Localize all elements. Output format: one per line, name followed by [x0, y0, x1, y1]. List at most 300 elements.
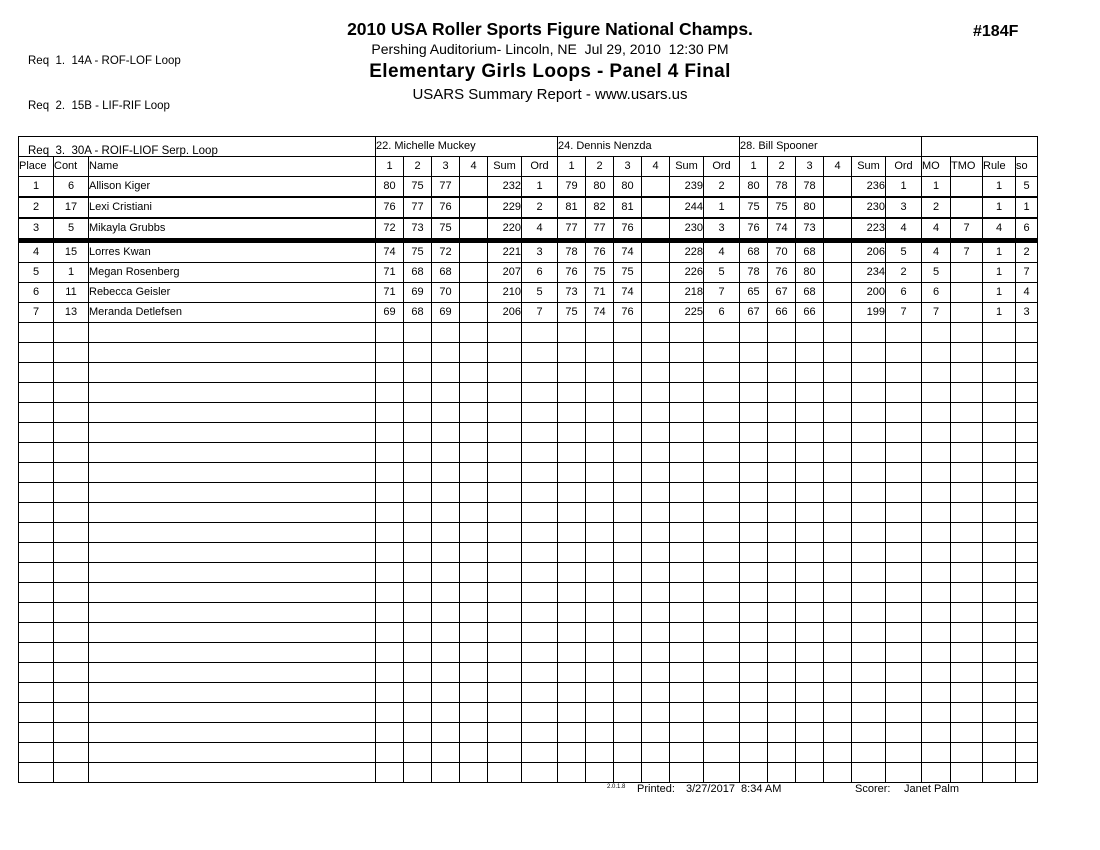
mo-cell	[922, 643, 951, 663]
name-cell	[89, 743, 376, 763]
cont-cell	[54, 423, 89, 443]
place-cell	[19, 703, 54, 723]
score-cell	[432, 643, 460, 663]
score-cell	[768, 663, 796, 683]
score-cell: 80	[796, 197, 824, 218]
rule-cell: 1	[983, 241, 1016, 263]
tmo-cell	[951, 743, 983, 763]
mo-cell	[922, 363, 951, 383]
score-cell	[586, 603, 614, 623]
score-cell	[404, 343, 432, 363]
sum-cell	[852, 523, 886, 543]
sum-cell	[670, 463, 704, 483]
score-cell	[432, 723, 460, 743]
venue-date-line: Pershing Auditorium- Lincoln, NE Jul 29, 2010 12:30 PM	[371, 41, 729, 57]
sum-cell: 230	[670, 218, 704, 241]
ord-cell: 5	[704, 263, 740, 283]
score-cell: 66	[768, 303, 796, 323]
sum-cell: 207	[488, 263, 522, 283]
sum-cell	[670, 583, 704, 603]
tmo-cell	[951, 443, 983, 463]
score-cell	[586, 363, 614, 383]
sum-cell	[488, 403, 522, 423]
score-cell: 65	[740, 283, 768, 303]
so-cell: 3	[1016, 303, 1038, 323]
score-cell	[460, 563, 488, 583]
judge-name-2: 24. Dennis Nenzda	[558, 137, 740, 157]
score-cell	[376, 403, 404, 423]
rule-cell	[983, 543, 1016, 563]
report-type-line: USARS Summary Report - www.usars.us	[412, 86, 688, 103]
score-cell	[558, 443, 586, 463]
sum-cell	[488, 323, 522, 343]
score-cell	[642, 197, 670, 218]
score-cell	[376, 703, 404, 723]
rule-cell: 1	[983, 197, 1016, 218]
score-cell: 75	[614, 263, 642, 283]
event-title: Elementary Girls Loops - Panel 4 Final	[369, 61, 731, 82]
score-cell: 67	[740, 303, 768, 323]
score-cell	[768, 463, 796, 483]
mo-cell	[922, 763, 951, 783]
tmo-cell: 7	[951, 218, 983, 241]
sum-cell	[488, 463, 522, 483]
score-cell	[558, 403, 586, 423]
score-cell: 78	[768, 177, 796, 198]
ord-cell: 2	[704, 177, 740, 198]
score-cell	[404, 603, 432, 623]
score-cell	[460, 663, 488, 683]
score-cell	[558, 383, 586, 403]
rule-cell	[983, 503, 1016, 523]
score-cell	[460, 623, 488, 643]
score-cell	[432, 403, 460, 423]
score-cell	[642, 543, 670, 563]
score-cell	[460, 543, 488, 563]
ord-cell	[522, 343, 558, 363]
result-row	[19, 218, 1038, 241]
score-cell	[558, 743, 586, 763]
sum-cell	[670, 563, 704, 583]
score-cell	[642, 218, 670, 241]
ord-cell	[886, 683, 922, 703]
score-cell	[614, 323, 642, 343]
score-cell	[376, 383, 404, 403]
ord-cell	[886, 423, 922, 443]
score-cell	[796, 583, 824, 603]
col-header-place: Place	[19, 157, 54, 177]
sum-cell: 230	[852, 197, 886, 218]
result-row	[19, 283, 1038, 303]
score-cell	[824, 683, 852, 703]
sum-cell	[852, 663, 886, 683]
rule-cell	[983, 643, 1016, 663]
score-cell	[796, 443, 824, 463]
name-cell: Rebecca Geisler	[89, 283, 376, 303]
score-cell	[614, 423, 642, 443]
name-cell	[89, 363, 376, 383]
score-cell	[376, 363, 404, 383]
empty-row	[19, 623, 1038, 643]
score-cell	[376, 763, 404, 783]
ord-cell	[704, 383, 740, 403]
score-cell	[404, 503, 432, 523]
score-cell	[460, 197, 488, 218]
tmo-cell	[951, 403, 983, 423]
ord-cell: 1	[704, 197, 740, 218]
place-cell	[19, 323, 54, 343]
score-cell	[460, 383, 488, 403]
sum-cell: 206	[852, 241, 886, 263]
place-cell: 6	[19, 283, 54, 303]
tmo-cell	[951, 563, 983, 583]
mo-cell	[922, 663, 951, 683]
sum-cell	[488, 643, 522, 663]
cont-cell	[54, 443, 89, 463]
ord-cell	[522, 523, 558, 543]
score-cell	[404, 463, 432, 483]
score-cell	[614, 503, 642, 523]
place-cell	[19, 583, 54, 603]
mo-cell	[922, 683, 951, 703]
score-cell	[404, 483, 432, 503]
sum-cell	[670, 663, 704, 683]
so-cell: 5	[1016, 177, 1038, 198]
ord-cell: 5	[522, 283, 558, 303]
name-cell: Allison Kiger	[89, 177, 376, 198]
score-cell: 68	[740, 241, 768, 263]
ord-cell: 5	[886, 241, 922, 263]
col-header-judge3-ord: Ord	[886, 157, 922, 177]
ord-cell	[886, 763, 922, 783]
place-cell	[19, 483, 54, 503]
sum-cell	[852, 403, 886, 423]
rule-cell	[983, 483, 1016, 503]
mo-cell	[922, 343, 951, 363]
ord-cell: 7	[704, 283, 740, 303]
sum-cell: 199	[852, 303, 886, 323]
sum-cell	[488, 703, 522, 723]
ord-cell	[522, 703, 558, 723]
score-cell: 80	[376, 177, 404, 198]
judge-name-1: 22. Michelle Muckey	[376, 137, 558, 157]
mo-cell	[922, 523, 951, 543]
score-cell	[740, 483, 768, 503]
ord-cell	[704, 463, 740, 483]
score-cell	[614, 743, 642, 763]
score-cell: 73	[796, 218, 824, 241]
score-cell	[824, 523, 852, 543]
score-cell: 76	[376, 197, 404, 218]
rule-cell: 1	[983, 177, 1016, 198]
ord-cell	[704, 563, 740, 583]
result-row	[19, 177, 1038, 198]
rule-cell: 1	[983, 303, 1016, 323]
sum-cell	[852, 723, 886, 743]
cont-cell: 11	[54, 283, 89, 303]
score-cell	[642, 643, 670, 663]
score-cell	[768, 623, 796, 643]
ord-cell	[522, 643, 558, 663]
score-cell	[796, 743, 824, 763]
score-cell	[586, 703, 614, 723]
cont-cell	[54, 403, 89, 423]
empty-row	[19, 703, 1038, 723]
judge-row-spacer-left	[19, 137, 376, 157]
score-cell	[768, 543, 796, 563]
empty-row	[19, 643, 1038, 663]
col-header-judge3-sum: Sum	[852, 157, 886, 177]
place-cell	[19, 403, 54, 423]
score-cell	[642, 503, 670, 523]
score-cell	[404, 523, 432, 543]
so-cell	[1016, 483, 1038, 503]
score-cell	[586, 503, 614, 523]
score-cell	[460, 743, 488, 763]
ord-cell	[522, 543, 558, 563]
empty-row	[19, 723, 1038, 743]
score-cell	[796, 763, 824, 783]
so-cell	[1016, 663, 1038, 683]
tmo-cell	[951, 723, 983, 743]
rule-cell	[983, 383, 1016, 403]
mo-cell	[922, 483, 951, 503]
score-cell	[796, 383, 824, 403]
score-cell	[614, 543, 642, 563]
score-cell	[824, 263, 852, 283]
empty-row	[19, 323, 1038, 343]
col-header-judge1-2: 2	[404, 157, 432, 177]
score-cell	[460, 643, 488, 663]
ord-cell: 3	[704, 218, 740, 241]
ord-cell	[704, 623, 740, 643]
score-cell	[432, 343, 460, 363]
score-cell	[796, 563, 824, 583]
score-cell	[796, 483, 824, 503]
place-cell: 2	[19, 197, 54, 218]
sum-cell	[852, 483, 886, 503]
score-cell	[586, 623, 614, 643]
score-cell	[432, 763, 460, 783]
ord-cell: 4	[886, 218, 922, 241]
score-cell	[740, 623, 768, 643]
score-cell	[740, 663, 768, 683]
championship-title: 2010 USA Roller Sports Figure National Champs.	[347, 19, 753, 39]
empty-row	[19, 483, 1038, 503]
score-cell	[642, 463, 670, 483]
ord-cell: 1	[886, 177, 922, 198]
score-cell	[824, 543, 852, 563]
score-cell	[768, 603, 796, 623]
ord-cell	[704, 523, 740, 543]
score-cell	[586, 323, 614, 343]
sum-cell: 239	[670, 177, 704, 198]
sum-cell	[852, 463, 886, 483]
score-cell	[740, 703, 768, 723]
name-cell	[89, 563, 376, 583]
score-cell	[404, 643, 432, 663]
score-cell	[768, 523, 796, 543]
title-block	[0, 19, 1100, 106]
ord-cell	[886, 323, 922, 343]
score-cell	[558, 463, 586, 483]
score-cell	[642, 723, 670, 743]
place-cell	[19, 603, 54, 623]
score-cell	[558, 723, 586, 743]
score-cell	[740, 463, 768, 483]
ord-cell: 1	[522, 177, 558, 198]
score-cell	[460, 723, 488, 743]
score-cell	[404, 703, 432, 723]
score-cell	[740, 723, 768, 743]
tmo-cell: 7	[951, 241, 983, 263]
score-cell	[614, 383, 642, 403]
ord-cell	[522, 663, 558, 683]
so-cell	[1016, 563, 1038, 583]
score-cell	[460, 583, 488, 603]
name-cell	[89, 683, 376, 703]
score-cell	[404, 563, 432, 583]
score-cell	[558, 423, 586, 443]
cont-cell: 5	[54, 218, 89, 241]
ord-cell	[522, 363, 558, 383]
score-cell	[404, 623, 432, 643]
tmo-cell	[951, 343, 983, 363]
place-cell	[19, 503, 54, 523]
sum-cell	[670, 703, 704, 723]
ord-cell	[704, 643, 740, 663]
score-cell	[432, 383, 460, 403]
score-cell	[376, 423, 404, 443]
score-cell	[796, 363, 824, 383]
score-cell: 76	[432, 197, 460, 218]
score-cell	[824, 623, 852, 643]
results-table-body	[19, 177, 1038, 783]
ord-cell	[522, 323, 558, 343]
so-cell	[1016, 403, 1038, 423]
score-cell	[404, 323, 432, 343]
ord-cell	[522, 763, 558, 783]
place-cell	[19, 763, 54, 783]
place-cell	[19, 683, 54, 703]
score-cell	[768, 343, 796, 363]
score-cell	[740, 763, 768, 783]
cont-cell: 17	[54, 197, 89, 218]
score-cell: 80	[586, 177, 614, 198]
score-cell	[614, 443, 642, 463]
score-cell	[558, 323, 586, 343]
ord-cell	[522, 423, 558, 443]
score-cell: 81	[558, 197, 586, 218]
score-cell	[768, 683, 796, 703]
score-cell	[614, 583, 642, 603]
cont-cell: 1	[54, 263, 89, 283]
col-header-judge2-sum: Sum	[670, 157, 704, 177]
so-cell	[1016, 543, 1038, 563]
name-cell	[89, 483, 376, 503]
score-cell	[614, 343, 642, 363]
cont-cell	[54, 563, 89, 583]
score-cell	[768, 443, 796, 463]
sum-cell	[488, 743, 522, 763]
ord-cell	[522, 443, 558, 463]
score-cell	[432, 503, 460, 523]
score-cell	[796, 403, 824, 423]
col-header-judge2-4: 4	[642, 157, 670, 177]
footer	[0, 783, 1100, 799]
scorer-label: Scorer:	[855, 783, 891, 795]
ord-cell	[522, 583, 558, 603]
score-cell	[558, 343, 586, 363]
score-cell	[824, 218, 852, 241]
score-cell	[614, 703, 642, 723]
mo-cell	[922, 443, 951, 463]
mo-cell	[922, 423, 951, 443]
score-cell	[740, 383, 768, 403]
score-cell	[586, 643, 614, 663]
sum-cell	[488, 603, 522, 623]
place-cell: 1	[19, 177, 54, 198]
sum-cell	[670, 683, 704, 703]
score-cell: 72	[376, 218, 404, 241]
ord-cell	[704, 743, 740, 763]
score-cell	[824, 763, 852, 783]
sum-cell	[488, 723, 522, 743]
name-cell	[89, 543, 376, 563]
score-cell	[768, 763, 796, 783]
empty-row	[19, 663, 1038, 683]
score-cell: 76	[558, 263, 586, 283]
ord-cell: 4	[704, 241, 740, 263]
name-cell	[89, 643, 376, 663]
rule-cell	[983, 523, 1016, 543]
score-cell	[432, 523, 460, 543]
sum-cell	[670, 423, 704, 443]
score-cell	[824, 403, 852, 423]
sum-cell: 232	[488, 177, 522, 198]
empty-row	[19, 363, 1038, 383]
sum-cell	[488, 343, 522, 363]
score-cell	[642, 177, 670, 198]
score-cell	[586, 663, 614, 683]
rule-cell	[983, 723, 1016, 743]
mo-cell: 2	[922, 197, 951, 218]
score-cell	[460, 703, 488, 723]
ord-cell	[886, 743, 922, 763]
rule-cell	[983, 443, 1016, 463]
score-cell	[376, 443, 404, 463]
sum-cell: 226	[670, 263, 704, 283]
empty-row	[19, 423, 1038, 443]
score-cell	[460, 218, 488, 241]
name-cell	[89, 703, 376, 723]
sum-cell	[488, 363, 522, 383]
so-cell	[1016, 763, 1038, 783]
name-cell: Lorres Kwan	[89, 241, 376, 263]
ord-cell	[886, 623, 922, 643]
score-cell	[376, 563, 404, 583]
score-cell	[586, 743, 614, 763]
score-cell	[642, 303, 670, 323]
score-cell: 78	[796, 177, 824, 198]
score-cell	[432, 363, 460, 383]
tmo-cell	[951, 603, 983, 623]
score-cell: 77	[586, 218, 614, 241]
score-cell: 80	[796, 263, 824, 283]
score-cell	[432, 683, 460, 703]
tmo-cell	[951, 363, 983, 383]
sum-cell: 220	[488, 218, 522, 241]
